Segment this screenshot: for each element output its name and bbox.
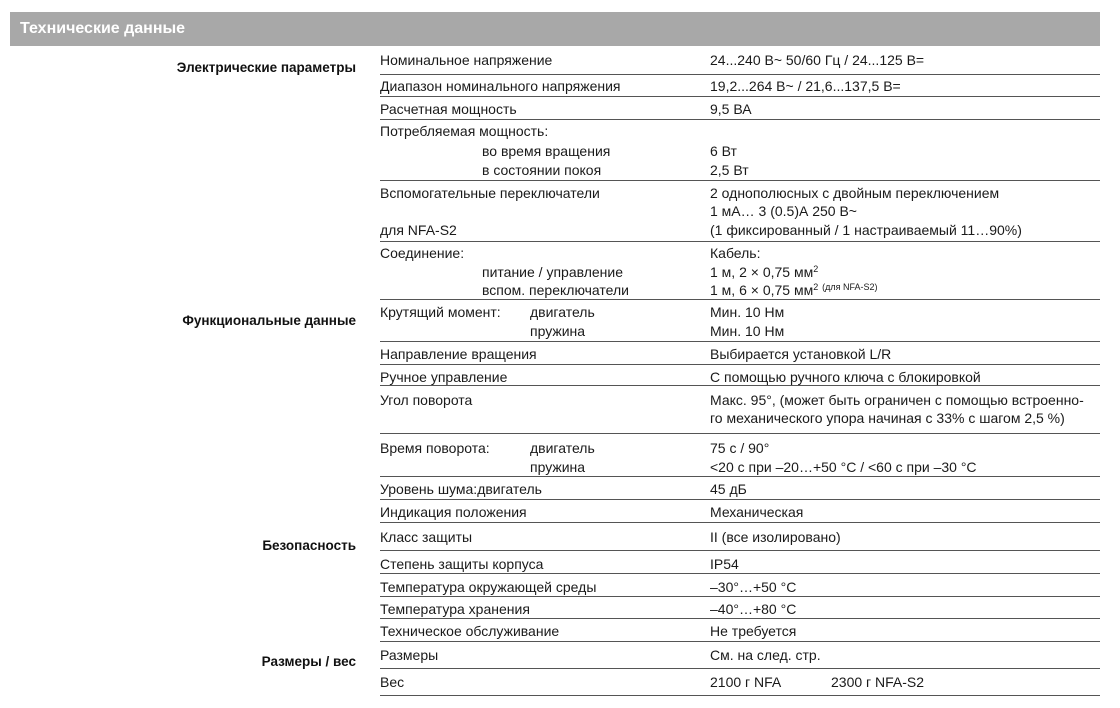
- table-row: [380, 342, 1100, 365]
- row-value: 2300 г NFA-S2: [831, 674, 925, 690]
- row-sub-label: пружина: [530, 323, 586, 339]
- row-value: 1 мА… 3 (0.5)А 250 В~: [710, 203, 857, 219]
- row-label: Индикация положения: [380, 504, 527, 520]
- row-label: Ручное управление: [380, 369, 508, 385]
- table-row: [380, 181, 1100, 242]
- row-value: Мин. 10 Нм: [710, 304, 785, 320]
- row-label: Потребляемая мощность:: [380, 123, 549, 139]
- row-label: Степень защиты корпуса: [380, 556, 544, 572]
- row-value: 9,5 ВА: [710, 101, 752, 117]
- row-value: С помощью ручного ключа с блокировкой: [710, 369, 981, 385]
- table-row: [380, 365, 1100, 386]
- row-divider: [380, 695, 1100, 696]
- row-value: (1 фиксированный / 1 настраиваемый 11…90%): [710, 222, 1022, 238]
- row-label: Диапазон номинального напряжения: [380, 78, 621, 94]
- row-label: Класс защиты: [380, 529, 473, 545]
- row-value: II (все изолировано): [710, 529, 841, 545]
- row-value: <20 с при –20…+50 °C / <60 с при –30 °C: [710, 459, 977, 475]
- table-row: [380, 619, 1100, 642]
- row-value: 6 Вт: [710, 143, 737, 159]
- row-label: Размеры: [380, 647, 439, 663]
- row-label: Расчетная мощность: [380, 101, 517, 117]
- row-label: Вес: [380, 674, 405, 690]
- row-sub-label: двигатель: [530, 304, 595, 320]
- row-value: Мин. 10 Нм: [710, 323, 785, 339]
- row-value: го механического упора начиная с 33% с шагом 2,5 %): [710, 410, 1065, 426]
- row-label: для NFA-S2: [380, 222, 457, 238]
- section-dimensions: Размеры / вес: [261, 654, 356, 669]
- section-safety: Безопасность: [262, 538, 356, 553]
- table-row: [380, 300, 1100, 342]
- table-row: [380, 642, 1100, 669]
- row-value: [710, 282, 878, 298]
- row-label: Номинальное напряжение: [380, 52, 553, 68]
- row-sub-label: вспом. переключатели: [482, 282, 629, 298]
- table-row: [380, 669, 1100, 696]
- row-sub-label: пружина: [530, 459, 586, 475]
- footnote: (для NFA-S2): [822, 282, 878, 292]
- table-row: [380, 500, 1100, 523]
- row-value: –30°…+50 °C: [710, 579, 797, 595]
- row-value: Выбирается установкой L/R: [710, 346, 892, 362]
- row-label: Время поворота:: [380, 440, 490, 456]
- section-functional: Функциональные данные: [182, 313, 356, 328]
- superscript: 2: [813, 264, 819, 274]
- table-row: [380, 574, 1100, 597]
- row-label: Соединение:: [380, 245, 465, 261]
- table-row: [380, 242, 1100, 300]
- table-row: [380, 75, 1100, 97]
- row-value: Кабель:: [710, 245, 761, 261]
- table-row: [380, 46, 1100, 75]
- row-label: Вспомогательные переключатели: [380, 185, 600, 201]
- row-value: 24...240 В~ 50/60 Гц / 24...125 В=: [710, 52, 925, 68]
- row-label: Температура хранения: [380, 601, 530, 617]
- row-value: Механическая: [710, 504, 804, 520]
- row-label: Направление вращения: [380, 346, 537, 362]
- row-label: Техническое обслуживание: [380, 623, 560, 639]
- row-value: Не требуется: [710, 623, 797, 639]
- row-value: [710, 264, 818, 280]
- page-title: Технические данные: [20, 20, 186, 37]
- row-value: См. на след. стр.: [710, 647, 821, 663]
- row-label: Температура окружающей среды: [380, 579, 597, 595]
- section-electrical: Электрические параметры: [176, 60, 356, 75]
- table-row: [380, 523, 1100, 551]
- row-label: Угол поворота: [380, 392, 473, 408]
- row-value: IP54: [710, 556, 739, 572]
- row-value: 75 с / 90°: [710, 440, 770, 456]
- superscript: 2: [813, 282, 819, 292]
- table-row: [380, 597, 1100, 619]
- row-value: 45 дБ: [710, 481, 747, 497]
- value-text: 1 м, 6 × 0,75 мм: [710, 282, 814, 298]
- row-value: –40°…+80 °C: [710, 601, 797, 617]
- row-value: Макс. 95°, (может быть ограничен с помощью встроенно-: [710, 392, 1084, 408]
- row-value: 2 однополюсных с двойным переключением: [710, 185, 1000, 201]
- table-row: [380, 477, 1100, 500]
- row-value: 2100 г NFA: [710, 674, 782, 690]
- table-row: [380, 386, 1100, 434]
- row-sub-label: питание / управление: [482, 264, 624, 280]
- row-value: 19,2...264 В~ / 21,6...137,5 В=: [710, 78, 901, 94]
- row-label: Крутящий момент:: [380, 304, 501, 320]
- value-text: 1 м, 2 × 0,75 мм: [710, 264, 814, 280]
- table-row: [380, 97, 1100, 120]
- row-sub-label: во время вращения: [482, 143, 611, 159]
- row-label: Уровень шума:двигатель: [380, 481, 542, 497]
- table-row: [380, 551, 1100, 574]
- row-sub-label: в состоянии покоя: [482, 162, 602, 178]
- row-value: 2,5 Вт: [710, 162, 749, 178]
- row-sub-label: двигатель: [530, 440, 595, 456]
- table-row: [380, 120, 1100, 181]
- table-row: [380, 434, 1100, 477]
